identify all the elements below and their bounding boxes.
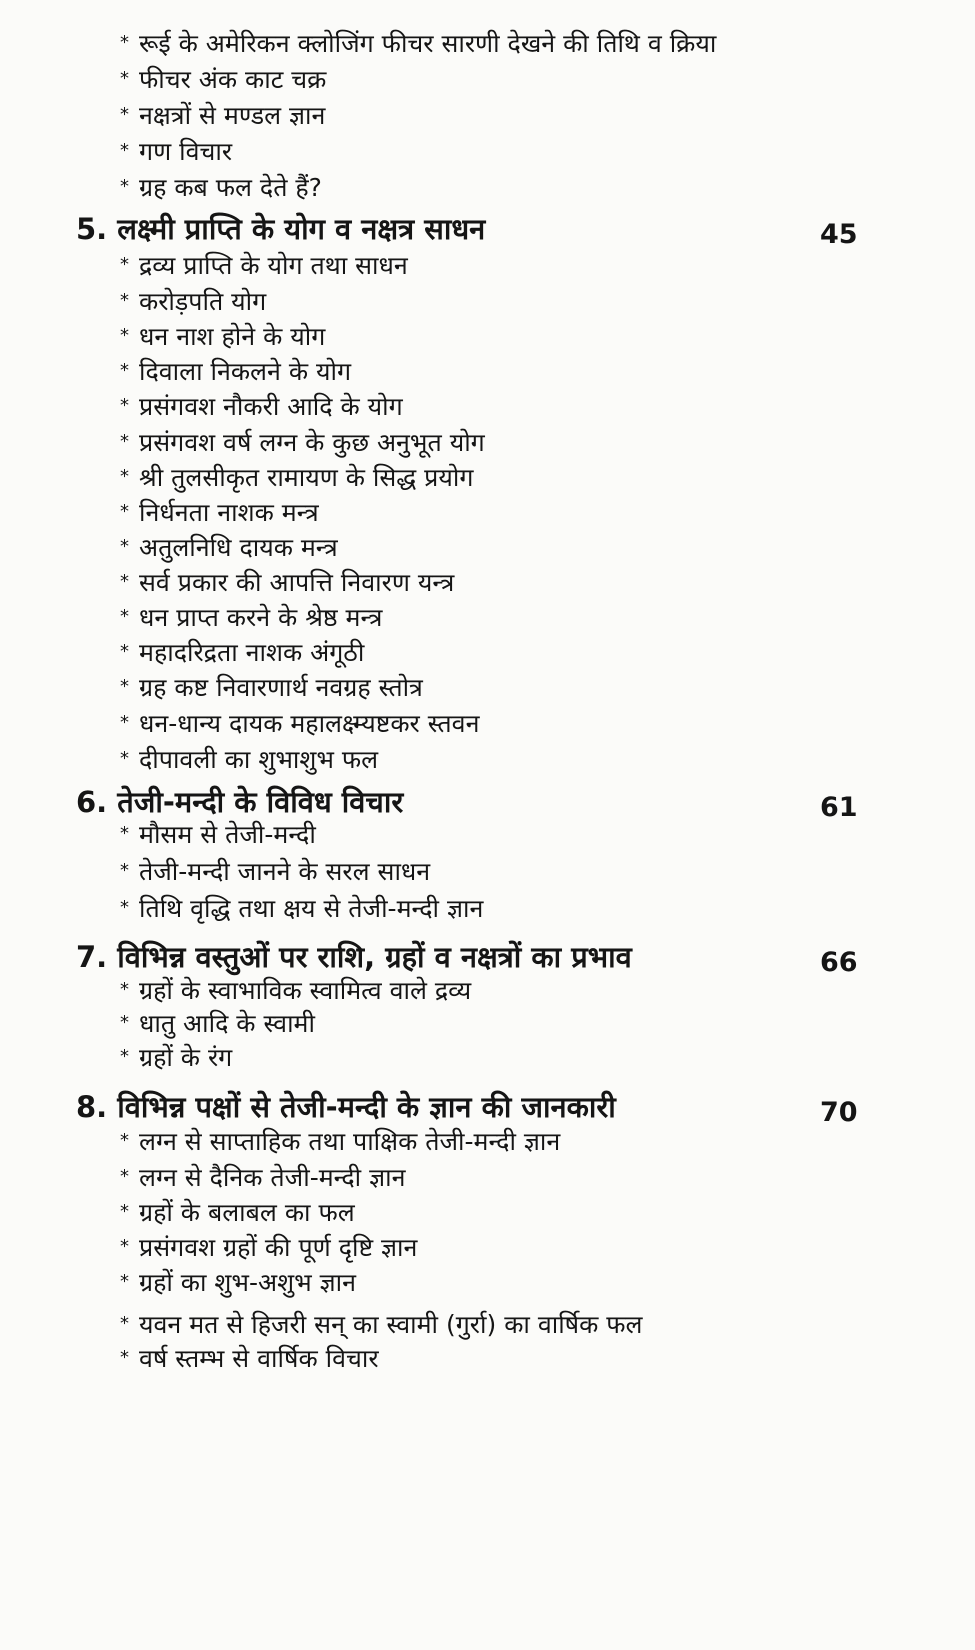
toc-item-text: श्री तुलसीकृत रामायण के सिद्ध प्रयोग bbox=[139, 463, 474, 492]
bullet-star-icon: * bbox=[120, 395, 129, 416]
bullet-star-icon: * bbox=[120, 431, 129, 452]
toc-item bbox=[120, 1232, 417, 1263]
chapter-page-number: 66 bbox=[820, 947, 858, 978]
toc-item bbox=[120, 567, 454, 598]
toc-item bbox=[120, 100, 325, 131]
toc-item-text: दिवाला निकलने के योग bbox=[139, 357, 352, 386]
toc-item-text: मौसम से तेजी-मन्दी bbox=[139, 820, 316, 849]
toc-item bbox=[120, 1042, 232, 1073]
bullet-star-icon: * bbox=[120, 1201, 129, 1222]
toc-item bbox=[120, 497, 319, 528]
toc-item-text: ग्रह कष्ट निवारणार्थ नवग्रह स्तोत्र bbox=[139, 673, 423, 702]
toc-item-text: अतुलनिधि दायक मन्त्र bbox=[139, 533, 338, 562]
toc-item-text: करोड़पति योग bbox=[139, 287, 267, 316]
toc-item bbox=[120, 462, 473, 493]
toc-item-text: धन नाश होने के योग bbox=[139, 322, 326, 351]
toc-item bbox=[120, 1343, 379, 1374]
toc-item-text: लग्न से दैनिक तेजी-मन्दी ज्ञान bbox=[139, 1163, 406, 1192]
toc-item-text: फीचर अंक काट चक्र bbox=[139, 65, 327, 94]
toc-item-text: धन-धान्य दायक महालक्ष्म्यष्टकर स्तवन bbox=[139, 709, 480, 738]
bullet-star-icon: * bbox=[120, 360, 129, 381]
toc-item-text: तेजी-मन्दी जानने के सरल साधन bbox=[139, 857, 431, 886]
toc-item bbox=[120, 1267, 356, 1298]
bullet-star-icon: * bbox=[120, 254, 129, 275]
bullet-star-icon: * bbox=[120, 1130, 129, 1151]
bullet-star-icon: * bbox=[120, 290, 129, 311]
toc-item-text: ग्रहों के बलाबल का फल bbox=[139, 1198, 355, 1227]
toc-item-text: निर्धनता नाशक मन्त्र bbox=[139, 498, 319, 527]
toc-item bbox=[120, 856, 430, 887]
bullet-star-icon: * bbox=[120, 860, 129, 881]
bullet-star-icon: * bbox=[120, 536, 129, 557]
bullet-star-icon: * bbox=[120, 32, 129, 53]
bullet-star-icon: * bbox=[120, 68, 129, 89]
toc-item-text: तिथि वृद्धि तथा क्षय से तेजी-मन्दी ज्ञान bbox=[139, 894, 484, 923]
toc-item-text: धातु आदि के स्वामी bbox=[139, 1009, 315, 1038]
toc-item bbox=[120, 28, 716, 59]
chapter-heading: 7. विभिन्न वस्तुओं पर राशि, ग्रहों व नक्षत्रों का प्रभाव bbox=[76, 940, 632, 974]
toc-item bbox=[120, 136, 232, 167]
bullet-star-icon: * bbox=[120, 1236, 129, 1257]
toc-item bbox=[120, 819, 316, 850]
bullet-star-icon: * bbox=[120, 606, 129, 627]
toc-item bbox=[120, 1008, 315, 1039]
bullet-star-icon: * bbox=[120, 140, 129, 161]
toc-item-text: वर्ष स्तम्भ से वार्षिक विचार bbox=[139, 1344, 379, 1373]
bullet-star-icon: * bbox=[120, 1012, 129, 1033]
toc-item-text: नक्षत्रों से मण्डल ज्ञान bbox=[139, 101, 326, 130]
toc-item bbox=[120, 708, 479, 739]
bullet-star-icon: * bbox=[120, 466, 129, 487]
bullet-star-icon: * bbox=[120, 501, 129, 522]
toc-item-text: दीपावली का शुभाशुभ फल bbox=[139, 745, 379, 774]
toc-item-text: ग्रह कब फल देते हैं? bbox=[139, 173, 322, 202]
bullet-star-icon: * bbox=[120, 1166, 129, 1187]
bullet-star-icon: * bbox=[120, 979, 129, 1000]
toc-item-text: द्रव्य प्राप्ति के योग तथा साधन bbox=[139, 251, 408, 280]
toc-item-text: सर्व प्रकार की आपत्ति निवारण यन्त्र bbox=[139, 568, 455, 597]
toc-item-text: महादरिद्रता नाशक अंगूठी bbox=[139, 638, 365, 667]
toc-item bbox=[120, 1197, 355, 1228]
toc-item-text: प्रसंगवश नौकरी आदि के योग bbox=[139, 392, 403, 421]
bullet-star-icon: * bbox=[120, 1271, 129, 1292]
toc-item-text: ग्रहों के स्वाभाविक स्वामित्व वाले द्रव्य bbox=[139, 976, 472, 1005]
toc-item-text: धन प्राप्त करने के श्रेष्ठ मन्त्र bbox=[139, 603, 383, 632]
bullet-star-icon: * bbox=[120, 1313, 129, 1334]
chapter-heading: 5. लक्ष्मी प्राप्ति के योग व नक्षत्र साधन bbox=[76, 212, 486, 246]
bullet-star-icon: * bbox=[120, 897, 129, 918]
toc-item bbox=[120, 637, 364, 668]
toc-item-text: ग्रहों के रंग bbox=[139, 1043, 233, 1072]
toc-item bbox=[120, 286, 266, 317]
toc-item bbox=[120, 602, 382, 633]
toc-item bbox=[120, 64, 326, 95]
chapter-heading: 6. तेजी-मन्दी के विविध विचार bbox=[76, 785, 404, 819]
toc-item bbox=[120, 427, 485, 458]
toc-item bbox=[120, 532, 338, 563]
bullet-star-icon: * bbox=[120, 325, 129, 346]
bullet-star-icon: * bbox=[120, 176, 129, 197]
toc-item-text: गण विचार bbox=[139, 137, 233, 166]
bullet-star-icon: * bbox=[120, 104, 129, 125]
toc-item-text: प्रसंगवश वर्ष लग्न के कुछ अनुभूत योग bbox=[139, 428, 485, 457]
chapter-page-number: 70 bbox=[820, 1097, 858, 1128]
bullet-star-icon: * bbox=[120, 748, 129, 769]
toc-item bbox=[120, 172, 322, 203]
toc-item bbox=[120, 250, 408, 281]
toc-item bbox=[120, 975, 471, 1006]
bullet-star-icon: * bbox=[120, 571, 129, 592]
bullet-star-icon: * bbox=[120, 712, 129, 733]
toc-item-text: ग्रहों का शुभ-अशुभ ज्ञान bbox=[139, 1268, 357, 1297]
toc-item bbox=[120, 893, 483, 924]
bullet-star-icon: * bbox=[120, 1046, 129, 1067]
toc-item-text: लग्न से साप्ताहिक तथा पाक्षिक तेजी-मन्दी ज्ञान bbox=[139, 1127, 561, 1156]
bullet-star-icon: * bbox=[120, 676, 129, 697]
chapter-heading: 8. विभिन्न पक्षों से तेजी-मन्दी के ज्ञान की जानकारी bbox=[76, 1090, 616, 1124]
bullet-star-icon: * bbox=[120, 641, 129, 662]
toc-item bbox=[120, 1126, 560, 1157]
toc-item bbox=[120, 1162, 405, 1193]
toc-item bbox=[120, 356, 351, 387]
chapter-page-number: 61 bbox=[820, 792, 858, 823]
toc-item bbox=[120, 1309, 643, 1340]
toc-item-text: प्रसंगवश ग्रहों की पूर्ण दृष्टि ज्ञान bbox=[139, 1233, 418, 1262]
toc-item bbox=[120, 391, 403, 422]
bullet-star-icon: * bbox=[120, 823, 129, 844]
bullet-star-icon: * bbox=[120, 1347, 129, 1368]
toc-item bbox=[120, 321, 325, 352]
toc-item bbox=[120, 672, 423, 703]
toc-item-text: यवन मत से हिजरी सन् का स्वामी (गुर्रा) का वार्षिक फल bbox=[139, 1310, 643, 1339]
toc-item-text: रूई के अमेरिकन क्लोजिंग फीचर सारणी देखने की तिथि व क्रिया bbox=[139, 29, 717, 58]
toc-item bbox=[120, 744, 378, 775]
chapter-page-number: 45 bbox=[820, 219, 858, 250]
